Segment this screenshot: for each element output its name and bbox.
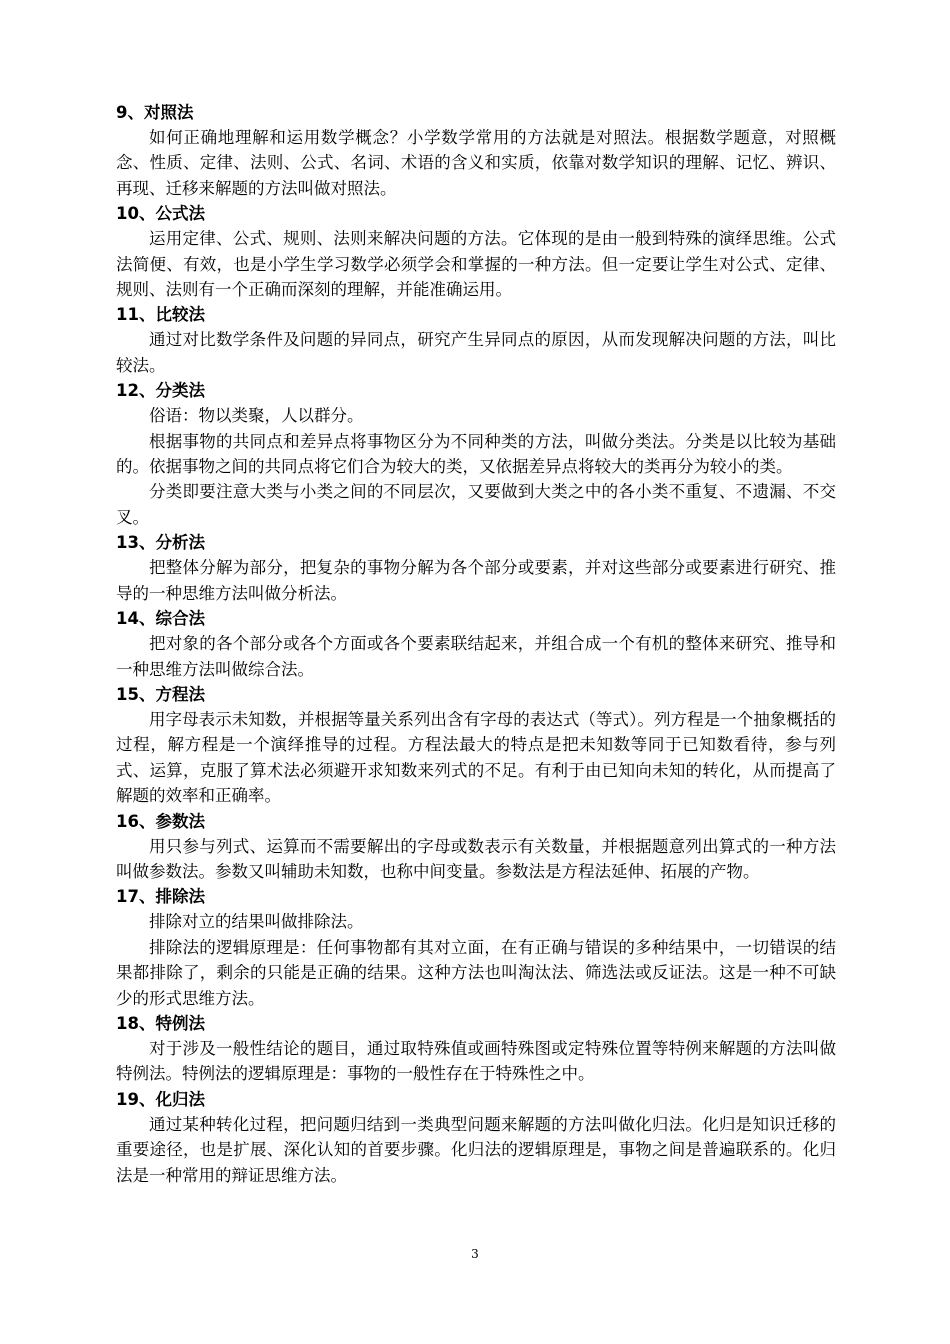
section-10 [116,201,836,302]
section-paragraph: 通过对比数学条件及问题的异同点，研究产生异同点的原因，从而发现解决问题的方法，叫比较法。 [116,330,836,375]
section-paragraph: 把整体分解为部分，把复杂的事物分解为各个部分或要素，并对这些部分或要素进行研究、推导的一种思维方法叫做分析法。 [116,558,836,603]
section-paragraph: 分类即要注意大类与小类之间的不同层次，又要做到大类之中的各小类不重复、不遗漏、不交叉。 [116,482,836,527]
section-18 [116,1011,836,1087]
page-number: 3 [471,1247,479,1261]
section-heading: 18、特例法 [116,1013,205,1033]
section-11 [116,302,836,378]
section-paragraph: 通过某种转化过程，把问题归结到一类典型问题来解题的方法叫做化归法。化归是知识迁移的重要途径，也是扩展、深化认知的首要步骤。化归法的逻辑原理是，事物之间是普遍联系的。化归法是一种常用的辩证思维方法。 [116,1114,836,1185]
section-paragraph: 运用定律、公式、规则、法则来解决问题的方法。它体现的是由一般到特殊的演绎思维。公式法简便、有效，也是小学生学习数学必须学会和掌握的一种方法。但一定要让学生对公式、定律、规则、法则有一个正确而深刻的理解，并能准确运用。 [116,229,836,300]
section-paragraph: 用只参与列式、运算而不需要解出的字母或数表示有关数量，并根据题意列出算式的一种方法叫做参数法。参数又叫辅助未知数，也称中间变量。参数法是方程法延伸、拓展的产物。 [116,836,836,881]
section-16 [116,809,836,885]
section-14 [116,606,836,682]
section-heading: 14、综合法 [116,609,205,629]
section-paragraph: 排除对立的结果叫做排除法。 [149,912,364,932]
section-heading: 9、对照法 [116,103,194,122]
section-paragraph: 根据事物的共同点和差异点将事物区分为不同种类的方法，叫做分类法。分类是以比较为基础的。依据事物之间的共同点将它们合为较大的类，又依据差异点将较大的类再分为较小的类。 [116,431,836,477]
section-paragraph: 对于涉及一般性结论的题目，通过取特殊值或画特殊图或定特殊位置等特例来解题的方法叫做特例法。特例法的逻辑原理是：事物的一般性存在于特殊性之中。 [116,1038,836,1084]
section-heading: 11、比较法 [116,305,205,325]
section-19 [116,1087,836,1188]
section-paragraph: 排除法的逻辑原理是：任何事物都有其对立面，在有正确与错误的多种结果中，一切错误的结果都排除了，剩余的只能是正确的结果。这种方法也叫淘汰法、筛选法或反证法。这是一种不可缺少的形式思维方法。 [116,937,836,1008]
section-heading: 12、分类法 [116,381,205,401]
document-body [116,100,836,1188]
section-heading: 16、参数法 [116,811,205,831]
section-paragraph: 如何正确地理解和运用数学概念？小学数学常用的方法就是对照法。根据数学题意，对照概念、性质、定律、法则、公式、名词、术语的含义和实质，依靠对数学知识的理解、记忆、辨识、再现、迁移来解题的方法叫做对照法。 [116,128,836,198]
section-paragraph: 把对象的各个部分或各个方面或各个要素联结起来，并组合成一个有机的整体来研究、推导和一种思维方法叫做综合法。 [116,634,836,679]
section-17 [116,884,836,1011]
section-paragraph: 用字母表示未知数，并根据等量关系列出含有字母的表达式（等式）。列方程是一个抽象概括的过程，解方程是一个演绎推导的过程。方程法最大的特点是把未知数等同于已知数看待，参与列式、运算，克服了算术法必须避开求知数来列式的不足。有利于由已知向未知的转化，从而提高了解题的效率和正确率。 [116,709,836,806]
section-paragraph: 俗语：物以类聚，人以群分。 [149,406,364,426]
section-12 [116,378,836,530]
section-heading: 19、化归法 [116,1089,205,1109]
section-9 [116,100,836,201]
section-15 [116,682,836,809]
section-heading: 10、公式法 [116,204,205,224]
section-13 [116,530,836,606]
section-heading: 17、排除法 [116,887,205,907]
section-heading: 15、方程法 [116,684,205,704]
section-heading: 13、分析法 [116,533,205,553]
